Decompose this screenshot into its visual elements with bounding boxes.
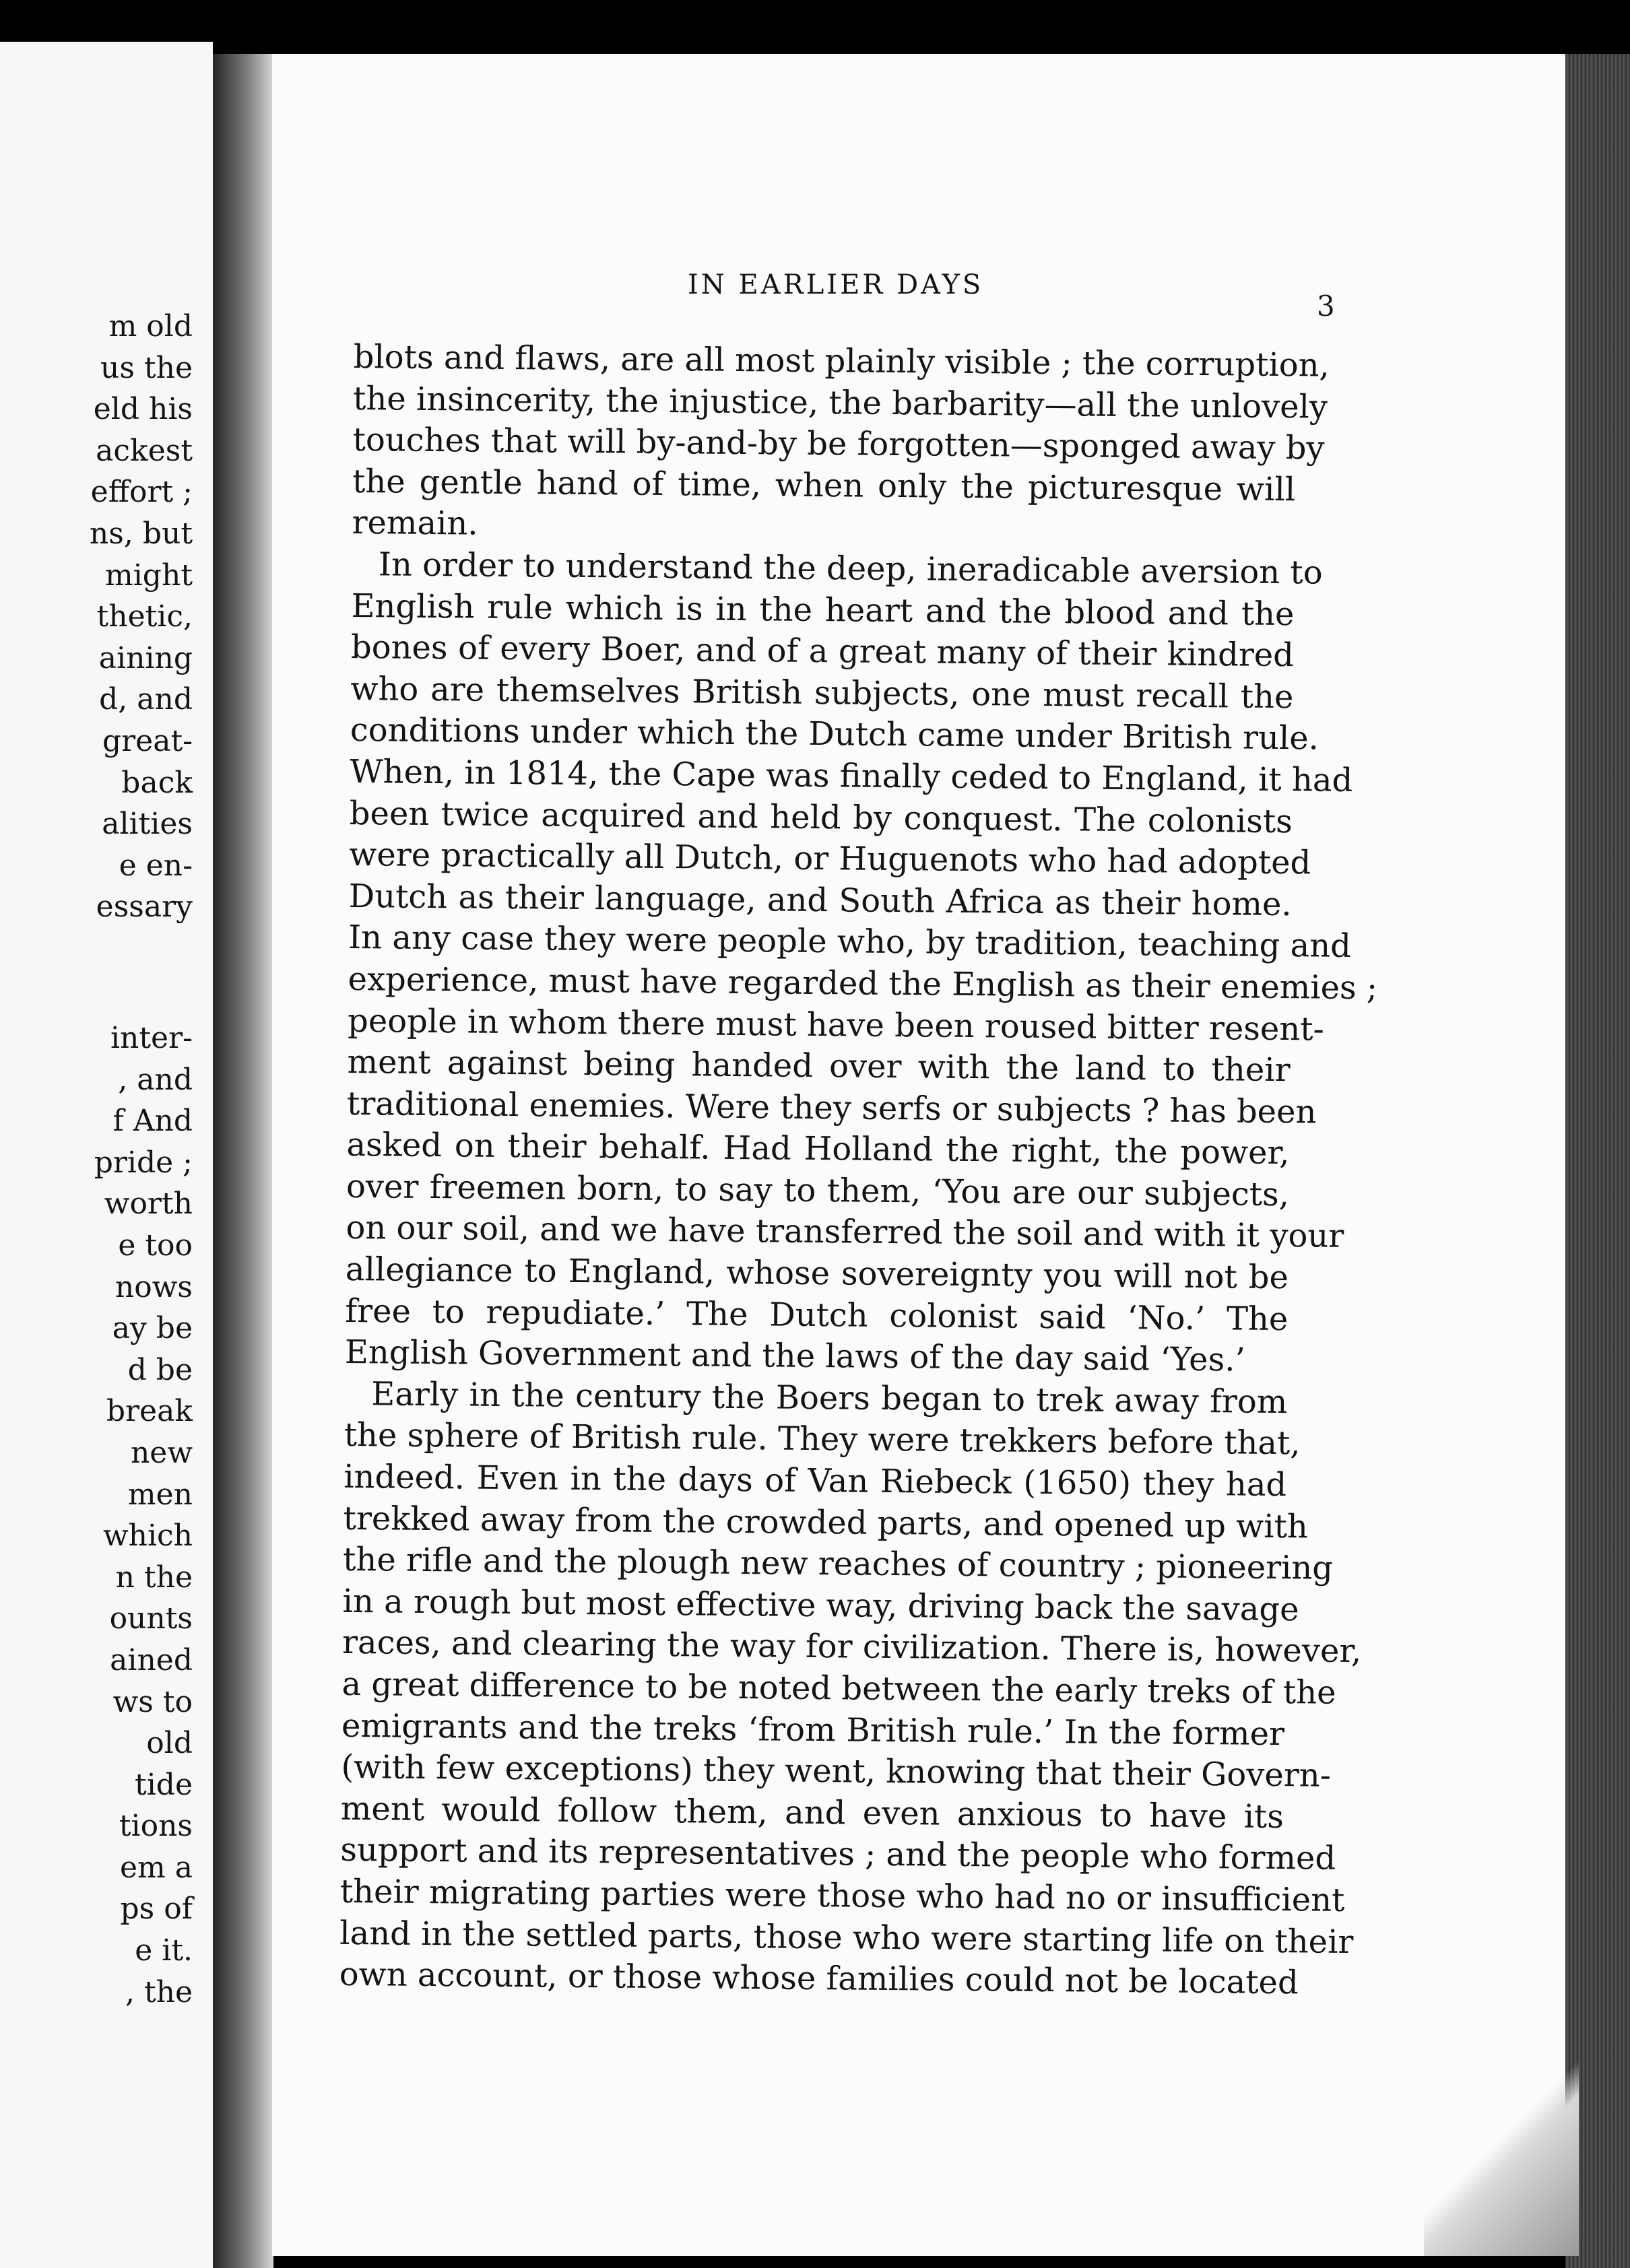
- text-line: been twice acquired and held by conquest. The colonists: [349, 794, 1293, 840]
- text-line: bones of every Boer, and of a great many of their kindred: [350, 628, 1295, 675]
- left-line: f And: [112, 1104, 193, 1139]
- text-line: English Government and the laws of the day said ‘Yes.’: [344, 1333, 1245, 1379]
- text-line: on our soil, and we have transferred the soil and with it your: [346, 1209, 1344, 1256]
- text-line: indeed. Even in the days of Van Riebeck (1650) they had: [343, 1457, 1287, 1504]
- left-line: em a: [120, 1850, 193, 1885]
- text-line: the sphere of British rule. They were trekkers before that,: [344, 1416, 1301, 1463]
- text-line: (with few exceptions) they went, knowing that their Govern-: [341, 1748, 1332, 1795]
- text-line: asked on their behalf. Had Holland the right, the power,: [346, 1126, 1290, 1172]
- page-number: 3: [1317, 290, 1335, 323]
- text-line: Early in the century the Boers began to trek away from: [371, 1375, 1288, 1421]
- text-line: who are themselves British subjects, one must recall the: [350, 669, 1294, 716]
- left-line: new: [130, 1435, 193, 1470]
- text-line: In order to understand the deep, ineradicable aversion to: [378, 545, 1323, 592]
- left-line: pride ;: [94, 1145, 193, 1180]
- text-line: blots and flaws, are all most plainly visible ; the corruption,: [353, 337, 1330, 385]
- text-line: were practically all Dutch, or Huguenots who had adopted: [349, 836, 1311, 882]
- text-line: people in whom there must have been roused bitter resent-: [347, 1001, 1325, 1048]
- left-line: ackest: [96, 433, 193, 468]
- text-line: touches that will by-and-by be forgotten—sponged away by: [352, 421, 1325, 467]
- left-page-text-lower: [94, 1018, 193, 2013]
- text-line: races, and clearing the way for civilization. There is, however,: [341, 1624, 1362, 1671]
- left-line: us the: [100, 350, 193, 385]
- left-line: alities: [102, 807, 193, 842]
- left-line: d be: [127, 1352, 193, 1387]
- left-line: , the: [125, 1974, 193, 2009]
- text-line: support and its representatives ; and the people who formed: [340, 1831, 1336, 1878]
- text-line: In any case they were people who, by tradition, teaching and: [348, 919, 1352, 966]
- text-line: experience, must have regarded the English as their enemies ;: [348, 960, 1378, 1007]
- left-page: [0, 42, 213, 2268]
- left-line: great-: [102, 723, 193, 758]
- left-line: back: [121, 765, 193, 800]
- left-page-text-upper: [90, 306, 193, 928]
- left-line: inter-: [110, 1021, 193, 1055]
- left-line: might: [105, 558, 193, 593]
- text-line: free to repudiate.’ The Dutch colonist said ‘No.’ The: [345, 1292, 1289, 1338]
- left-line: men: [127, 1477, 193, 1512]
- left-line: tions: [119, 1809, 193, 1844]
- text-line: traditional enemies. Were they serfs or subjects ? has been: [346, 1084, 1317, 1131]
- text-line: conditions under which the Dutch came under British rule.: [350, 711, 1319, 758]
- left-line: , and: [118, 1062, 193, 1097]
- left-line: ws to: [112, 1684, 193, 1719]
- book-gutter-shadow: [213, 54, 273, 2268]
- left-line: ps of: [120, 1892, 193, 1927]
- text-line: the rifle and the plough new reaches of country ; pioneering: [342, 1541, 1334, 1587]
- text-line: When, in 1814, the Cape was finally ceded to England, it had: [350, 752, 1353, 799]
- left-line: ay be: [112, 1311, 193, 1346]
- text-line: in a rough but most effective way, driving back the savage: [342, 1582, 1299, 1629]
- text-line: their migrating parties were those who had no or insufficient: [339, 1872, 1345, 1919]
- left-line: ounts: [109, 1601, 193, 1636]
- left-line: ained: [110, 1642, 193, 1677]
- left-line: break: [106, 1394, 193, 1429]
- text-line: land in the settled parts, those who were starting life on their: [339, 1914, 1354, 1961]
- left-line: which: [102, 1519, 193, 1554]
- text-line: allegiance to England, whose sovereignty you will not be: [345, 1250, 1289, 1297]
- left-line: m old: [108, 309, 193, 343]
- left-line: thetic,: [96, 599, 193, 634]
- text-line: Dutch as their language, and South Africa as their home.: [348, 877, 1292, 923]
- body-text: [339, 337, 1378, 2004]
- page-edges: [1565, 54, 1630, 2268]
- text-line: remain.: [352, 504, 478, 543]
- text-line: ment would follow them, and even anxious to have its: [340, 1789, 1284, 1836]
- left-line: eld his: [93, 392, 193, 427]
- text-line: trekked away from the crowded parts, and opened up with: [343, 1499, 1309, 1546]
- page-curl: [1424, 2054, 1579, 2256]
- left-line: worth: [104, 1187, 193, 1222]
- text-line: ment against being handed over with the land to their: [347, 1043, 1291, 1090]
- left-line: effort ;: [90, 475, 193, 510]
- left-line: nows: [115, 1269, 193, 1304]
- left-line: e it.: [135, 1933, 193, 1968]
- text-line: own account, or those whose families could not be located: [339, 1956, 1299, 2002]
- text-line: a great difference to be noted between the early treks of the: [341, 1665, 1336, 1712]
- left-line: n the: [115, 1560, 193, 1595]
- left-line: e too: [118, 1228, 193, 1263]
- text-line: English rule which is in the heart and the blood and the: [351, 587, 1295, 633]
- running-head: IN EARLIER DAYS: [688, 269, 984, 300]
- left-line: e en-: [119, 848, 193, 883]
- text-line: the gentle hand of time, when only the picturesque will: [352, 462, 1296, 508]
- left-line: tide: [135, 1767, 193, 1802]
- text-line: the insincerity, the injustice, the barbarity—all the unlovely: [352, 379, 1328, 426]
- text-line: emigrants and the treks ‘from British rule.’ In the former: [341, 1706, 1285, 1753]
- left-line: essary: [96, 890, 193, 925]
- left-line: old: [146, 1726, 193, 1761]
- text-line: over freemen born, to say to them, ‘You are our subjects,: [346, 1167, 1290, 1214]
- left-line: d, and: [99, 682, 193, 717]
- left-line: aining: [98, 640, 193, 675]
- left-line: ns, but: [89, 516, 193, 551]
